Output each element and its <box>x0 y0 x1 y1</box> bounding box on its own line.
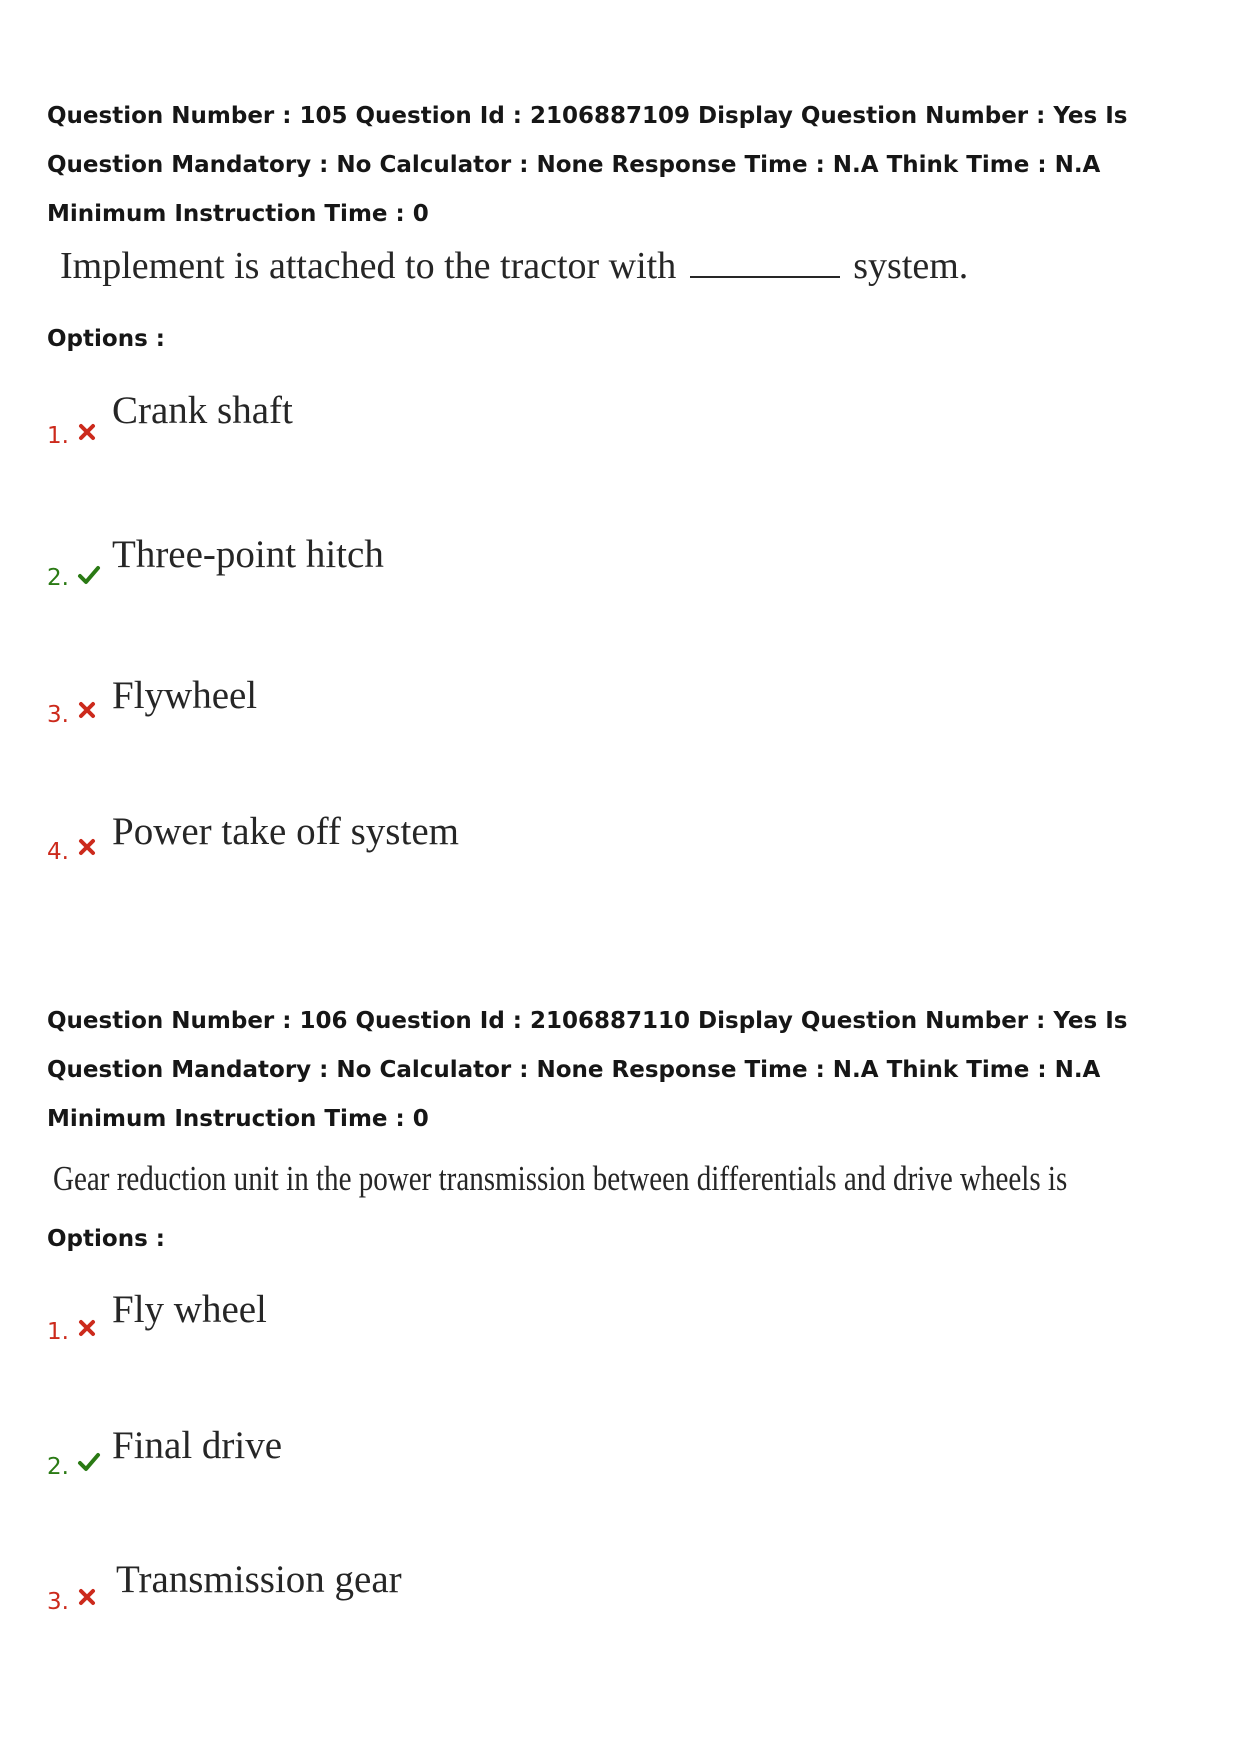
question-text-before: Implement is attached to the tractor with <box>60 245 677 287</box>
option-number: 1. <box>47 423 69 449</box>
cross-icon <box>77 837 97 857</box>
option-number: 2. <box>47 1454 69 1480</box>
option-text: Three-point hitch <box>112 533 384 576</box>
option-number: 4. <box>47 839 69 865</box>
option-text: Fly wheel <box>112 1288 267 1331</box>
option-number: 3. <box>47 702 69 728</box>
cross-icon <box>77 700 97 720</box>
option-number: 3. <box>47 1589 69 1615</box>
option-text: Flywheel <box>112 674 258 717</box>
option-text: Crank shaft <box>112 389 293 432</box>
option-text: Transmission gear <box>116 1558 402 1601</box>
question-text-after: system. <box>853 245 969 287</box>
cross-icon <box>77 1587 97 1607</box>
fill-blank <box>690 246 840 278</box>
question-meta: Question Number : 105 Question Id : 2106887109 Display Question Number : Yes Is Question Mandatory : No Calculator : None Response Time : N.A Think Time : N.A Minimum Instruction Time : 0 <box>47 103 1128 227</box>
options-label: Options : <box>47 1226 165 1252</box>
option-number: 2. <box>47 565 69 591</box>
check-icon <box>77 1452 101 1472</box>
question-text <box>60 244 968 288</box>
cross-icon <box>77 1318 97 1338</box>
check-icon <box>77 565 101 585</box>
question-text: Gear reduction unit in the power transmission between differentials and drive wheels is <box>53 1159 1068 1198</box>
options-label: Options : <box>47 326 165 352</box>
option-text: Final drive <box>112 1424 283 1467</box>
cross-icon <box>77 422 97 442</box>
question-meta: Question Number : 106 Question Id : 2106887110 Display Question Number : Yes Is Question Mandatory : No Calculator : None Response Time : N.A Think Time : N.A Minimum Instruction Time : 0 <box>47 1008 1128 1132</box>
option-text: Power take off system <box>112 810 459 853</box>
option-number: 1. <box>47 1319 69 1345</box>
